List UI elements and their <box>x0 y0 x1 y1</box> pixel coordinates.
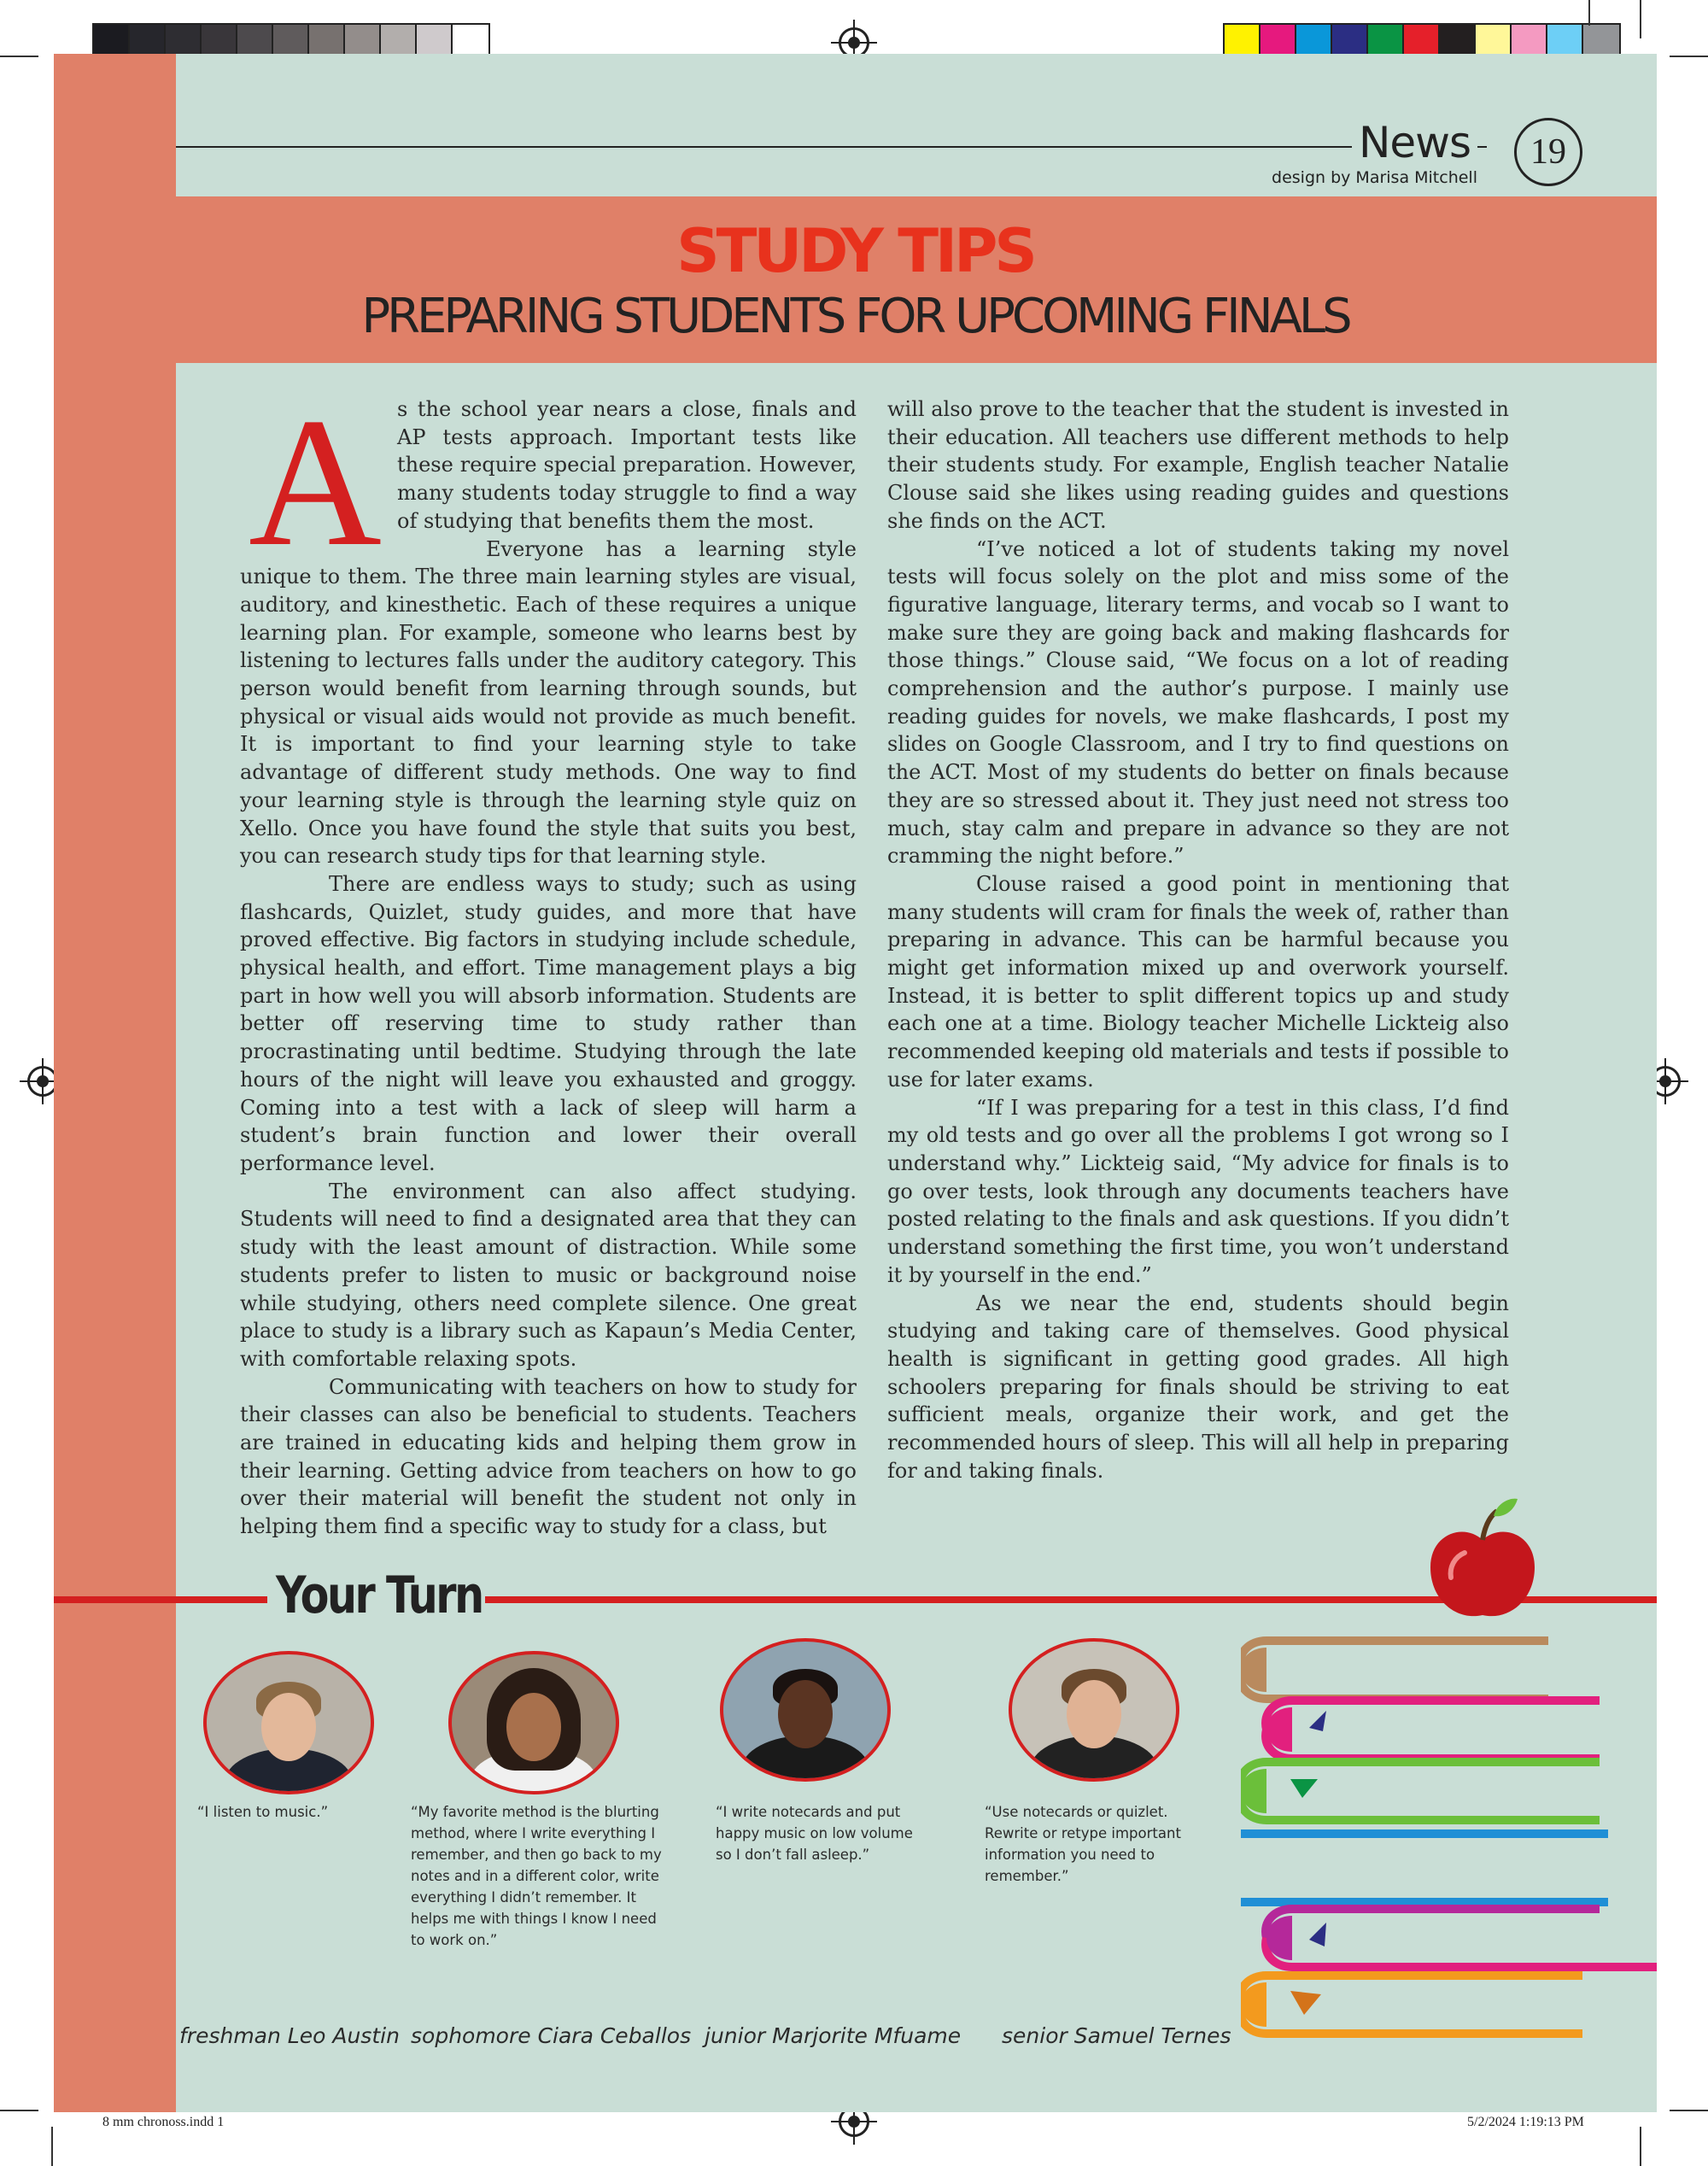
article-column-2 <box>887 395 1509 1484</box>
student-quote: “I write notecards and put happy music on low volume so I don’t fall asleep.” <box>716 1804 913 1863</box>
avatar <box>720 1638 891 1782</box>
section-label: News <box>1352 118 1477 167</box>
apple-icon <box>1430 1499 1535 1617</box>
crop-mark <box>0 56 38 57</box>
article-paragraph: There are endless ways to study; such as using flashcards, Quizlet, study guides, and more that have proved effective. Big factors in studying include schedule, physical health, and effort. Time management plays a big part in how well you will absorb information. Students are better off reserving time to study rather than procrastinating until bedtime. Studying through the late hours of the night will leave you exhausted and groggy. Coming into a test with a lack of sleep will harm a student’s brain function and lower their overall performance level. <box>240 871 857 1175</box>
magazine-page <box>54 54 1657 2112</box>
article-paragraph: As we near the end, students should begin studying and taking care of themselves. Good physical health is significant in getting good grades. All high schoolers preparing for finals should be striving to eat sufficient meals, organize their work, and get the recommended hours of sleep. This will all help in preparing for and taking finals. <box>887 1291 1509 1483</box>
article-paragraph: Clouse raised a good point in mentioning that many students will cram for finals the week of, rather than preparing in advance. This can be harmful because you might get information mixed up and overwork yourself. Instead, it is better to split different topics up and study each one at a time. Biology teacher Michelle Lickteig also recommended keeping old materials and tests if possible to use for later exams. <box>887 871 1509 1092</box>
avatar <box>448 1651 619 1794</box>
crop-mark <box>0 2110 38 2111</box>
student-quote: “My favorite method is the blurting method, where I write everything I remember, and then go back to my notes and in a different color, write everything I didn’t remember. It helps me with things I know I need to work on.” <box>411 1804 662 1948</box>
student-name: senior Samuel Ternes <box>1002 2023 1231 2048</box>
book-4 <box>1241 1834 1608 1902</box>
your-turn-rule <box>54 1596 267 1603</box>
book-stack-illustration <box>1241 1472 1657 2112</box>
book-2 <box>1266 1701 1600 1759</box>
crop-mark <box>1640 0 1641 38</box>
bookmark-icon <box>1290 1779 1318 1798</box>
student-name: junior Marjorite Mfuame <box>705 2023 962 2048</box>
crop-mark <box>1640 2127 1641 2166</box>
student-quote: “I listen to music.” <box>197 1804 329 1820</box>
header-rule <box>176 146 1470 148</box>
headline-title: STUDY TIPS <box>676 216 1034 286</box>
file-slug: 8 mm chronoss.indd 1 <box>102 2115 225 2129</box>
bookmark-icon <box>1290 1991 1321 2015</box>
article-paragraph: s the school year nears a close, finals and AP tests approach. Important tests like these require special preparation. However, many students today struggle to find a way of studying that benefits them the most. <box>397 397 857 533</box>
student-quote: “Use notecards or quizlet. Rewrite or retype important information you need to remember.” <box>985 1804 1181 1884</box>
student-name: sophomore Ciara Ceballos <box>411 2023 692 2048</box>
crop-mark <box>1670 56 1708 57</box>
design-credit: design by Marisa Mitchell <box>1272 168 1477 187</box>
book-1 <box>1241 1641 1548 1699</box>
bookmark-icon <box>1309 1923 1326 1946</box>
avatar <box>1009 1638 1179 1782</box>
crop-mark <box>51 2127 53 2166</box>
headline-subtitle: PREPARING STUDENTS FOR UPCOMING FINALS <box>361 289 1349 344</box>
avatar <box>203 1651 374 1794</box>
your-turn-title: Your Turn <box>276 1566 483 1625</box>
bookmark-icon <box>1309 1711 1326 1731</box>
book-3 <box>1241 1762 1600 1820</box>
article-paragraph: “If I was preparing for a test in this class, I’d find my old tests and go over all the problems I got wrong so I understand why.” Lickteig said, “My advice for finals is to go over tests, look through any documents teachers have posted relating to the finals and ask questions. If you didn’t understand something the first time, you won’t understand it by yourself in the end.” <box>887 1095 1509 1287</box>
book-6 <box>1241 1976 1582 2034</box>
book-5 <box>1266 1909 1657 1967</box>
article-paragraph: The environment can also affect studying. Students will need to find a designated area that they can study with the least amount of distraction. While some students prefer to listen to music or background noise while studying, others need complete silence. One great place to study is a library such as Kapaun’s Media Center, with comfortable relaxing spots. <box>240 1179 857 1371</box>
page-number: 19 <box>1514 118 1582 186</box>
article-paragraph: Communicating with teachers on how to study for their classes can also be beneficial to students. Teachers are trained in educating kids and helping them grow in their learning. Getting advice from teachers on how to go over their material will benefit the student not only in helping them find a specific way to study for a class, but <box>240 1374 857 1539</box>
article-paragraph: will also prove to the teacher that the student is invested in their education. All teachers use different methods to help their students study. For example, English teacher Natalie Clouse said she likes using reading guides and questions she finds on the ACT. <box>887 397 1509 533</box>
article-column-1 <box>240 380 857 1541</box>
student-name: freshman Leo Austin <box>179 2023 400 2048</box>
article-paragraph: “I’ve noticed a lot of students taking my novel tests will focus solely on the plot and miss some of the figurative language, literary terms, and vocab so I want to make sure they are going back and making flashcards for those things.” Clouse said, “We focus on a lot of reading comprehension and the author’s purpose. I mainly use reading guides for novels, we make flashcards, I post my slides on Google Classroom, and I try to find questions on the ACT. Most of my students do better on finals because they are so stressed about it. They just need not stress too much, stay calm and prepare in advance so they are not cramming the night before.” <box>887 536 1509 869</box>
article-paragraph: Everyone has a learning style unique to them. The three main learning styles are visual, auditory, and kinesthetic. Each of these requires a unique learning plan. For example, someone who learns best by listening to lectures falls under the auditory category. This person would benefit from learning through sounds, but physical or visual aids would not provide as much benefit. It is important to find your learning style to take advantage of different study methods. One way to find your learning style is through the learning style quiz on Xello. Once you have found the style that suits you best, you can research study tips for that learning style. <box>240 536 857 869</box>
crop-mark <box>1670 2110 1708 2111</box>
drop-cap: A <box>249 380 382 584</box>
print-timestamp: 5/2/2024 1:19:13 PM <box>1467 2115 1584 2129</box>
crop-mark <box>1588 0 1590 26</box>
